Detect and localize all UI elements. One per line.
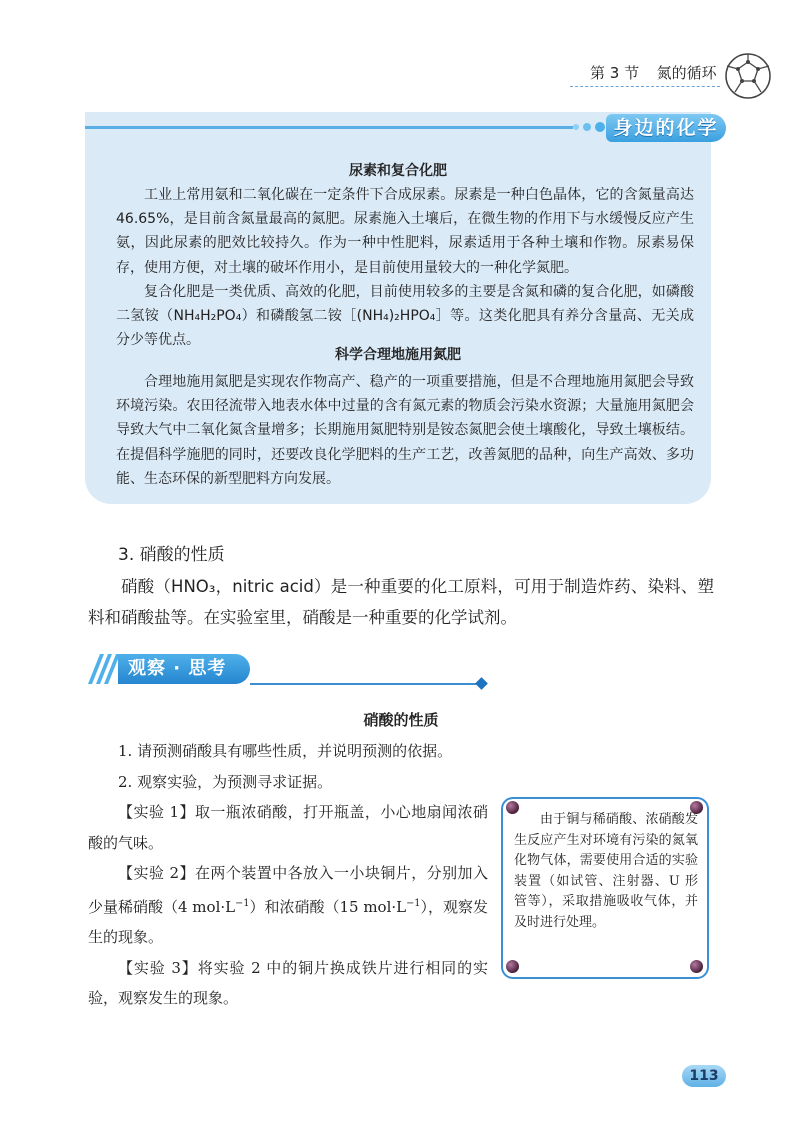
safety-tip-text: 由于铜与稀硝酸、浓硝酸发生反应产生对环境有污染的氮氧化物气体，需要使用合适的实验装置（如试管、注射器、U 形管等），采取措施吸收气体，并及时进行处理。 [514, 812, 698, 930]
exp2-text-b: ）和浓硝酸（15 mol·L [249, 897, 407, 916]
compound-text-a: 复合化肥是一类优质、高效的化肥，目前使用较多的主要是含氮和磷的复合化肥，如磷酸二氢铵（ [116, 283, 694, 325]
bead-icon [506, 960, 519, 973]
compound-fertilizer-paragraph [116, 280, 694, 353]
question-1: 1. 请预测硝酸具有哪些性质，并说明预测的依据。 [118, 742, 453, 760]
article-urea-body [116, 183, 694, 352]
question-2: 2. 观察实验，为预测寻求证据。 [118, 772, 333, 791]
experiment-3: 【实验 3】将实验 2 中的铜片换成铁片进行相同的实验，观察发生的现象。 [88, 958, 488, 1007]
header-chapter-title: 氮的循环 [656, 64, 717, 82]
header-section: 第 3 节 [590, 64, 640, 82]
header-divider [570, 86, 720, 87]
page-number: 113 [682, 1065, 726, 1087]
nitric-acid-intro [88, 571, 714, 633]
exp2-superscript-a: −1 [235, 897, 250, 909]
box-top-rule [85, 126, 573, 129]
box-banner: 身边的化学 [606, 114, 726, 142]
article-title-urea: 尿素和复合化肥 [349, 163, 447, 179]
observe-think-banner: 观察 · 思考 [118, 654, 250, 684]
experiment-2 [88, 858, 488, 953]
banner-stripes-icon [88, 654, 122, 684]
fullerene-molecule-icon [720, 48, 776, 104]
article-nitrogen-body [116, 370, 694, 491]
experiment-1: 【实验 1】取一瓶浓硝酸，打开瓶盖，小心地扇闻浓硝酸的气味。 [88, 803, 488, 852]
exp2-text-a: 【实验 2】在两个装置中各放入一小块铜片，分别加入少量稀硝酸（4 mol·L [88, 864, 488, 916]
exp2-superscript-b: −1 [406, 897, 421, 909]
bead-icon [690, 960, 703, 973]
article-title-nitrogen-fertilizer: 科学合理地施用氮肥 [335, 347, 461, 363]
compound-text-b: ）和磷酸氢二铵［ [241, 308, 357, 325]
running-header [590, 62, 717, 83]
intro-text-a: 硝酸（ [121, 577, 172, 596]
exp2-text-c: ），观察发生的现象。 [88, 897, 488, 946]
nitrogen-fertilizer-paragraph: 合理地施用氮肥是实现农作物高产、稳产的一项重要措施，但是不合理地施用氮肥会导致环境污染。农田径流带入地表水体中过量的含有氮元素的物质会污染水资源；大量施用氮肥会导致大气中二氧化氮含量增多；长期施用氮肥特别是铵态氮肥会使土壤酸化，导致土壤板结。在提倡科学施肥的同时，还要改良化学肥料的生产工艺，改善氮肥的品种，向生产高效、多功能、生态环保的新型肥料方向发展。 [116, 374, 694, 487]
formula-diammonium-hydrogen-phosphate: (NH₄)₂HPO₄ [356, 308, 436, 325]
banner-rule [250, 683, 482, 685]
formula-nitric-acid: HNO₃ [171, 577, 216, 596]
activity-body [88, 736, 488, 1014]
section-heading: 3. 硝酸的性质 [118, 545, 225, 565]
banner-diamond-icon [475, 677, 488, 690]
urea-paragraph: 工业上常用氨和二氧化碳在一定条件下合成尿素。尿素是一种白色晶体，它的含氮量高达46.65%，是目前含氮量最高的氮肥。尿素施入土壤后，在微生物的作用下与水缓慢反应产生氨，因此尿素的肥效比较持久。作为一种中性肥料，尿素适用于各种土壤和作物。尿素易保存，使用方便，对土壤的破坏作用小，是目前使用量较大的一种化学氮肥。 [116, 187, 694, 276]
intro-text-b: ，nitric acid）是一种重要的化工原料，可用于制造炸药、染料、塑料和硝酸盐等。在实验室里，硝酸是一种重要的化学试剂。 [88, 577, 715, 627]
compound-text-c: ］等。这类化肥具有养分含量高、无关成分少等优点。 [116, 308, 695, 349]
formula-ammonium-dihydrogen-phosphate: NH₄H₂PO₄ [173, 308, 242, 325]
activity-title: 硝酸的性质 [363, 711, 439, 729]
decorative-dots-icon [570, 120, 610, 134]
